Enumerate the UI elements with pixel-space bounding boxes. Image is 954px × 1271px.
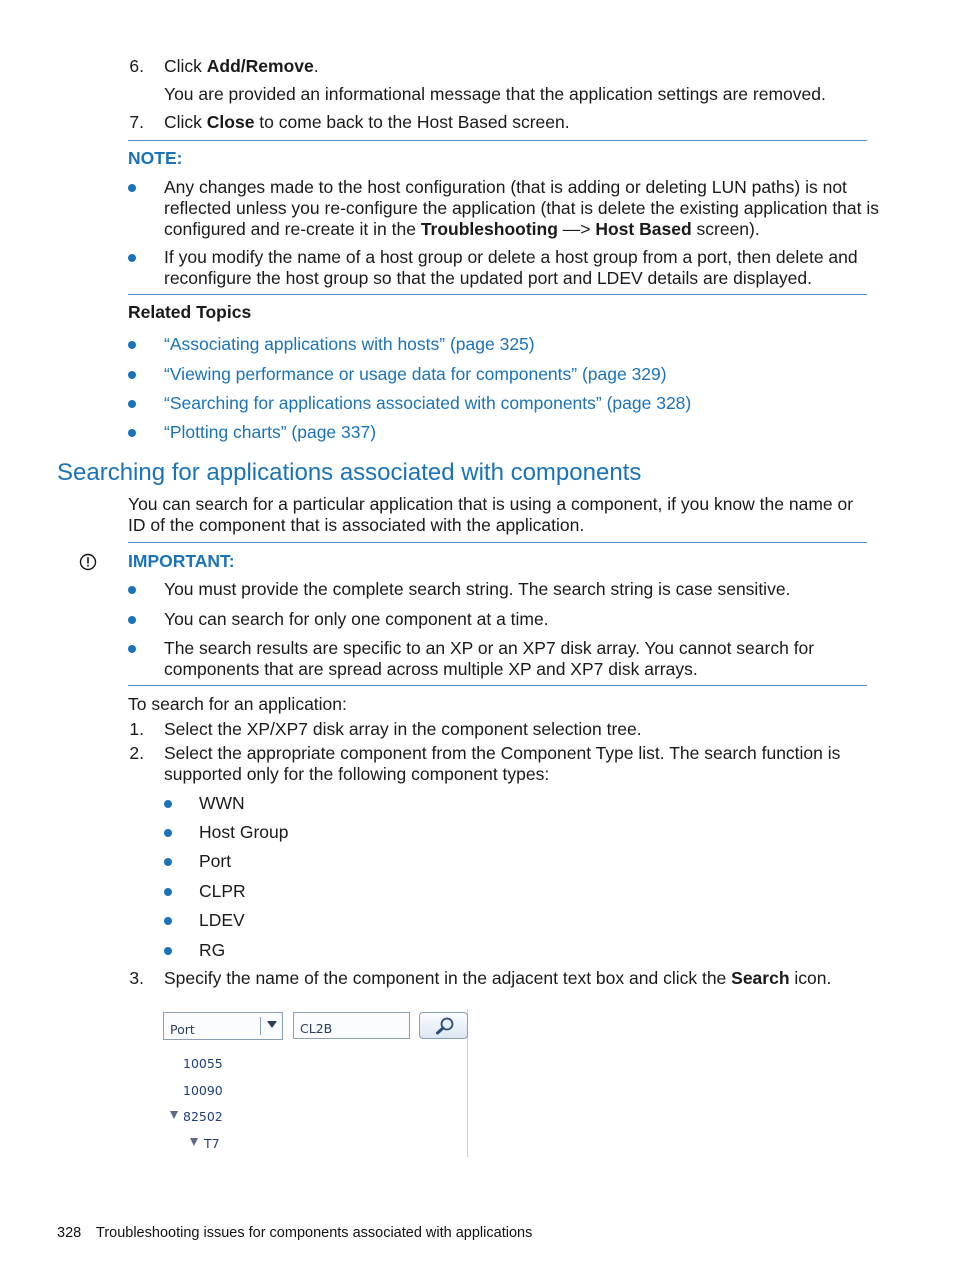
- tree-node[interactable]: 10055: [183, 1056, 223, 1071]
- component-search-screenshot: [160, 1005, 472, 1157]
- component-type-item: LDEV: [199, 910, 245, 930]
- note-item-1-line-1: Any changes made to the host configuration (that is adding or deleting LUN paths) is not: [164, 177, 847, 197]
- bullet-icon: [128, 184, 136, 192]
- component-name-input[interactable]: [293, 1012, 410, 1039]
- related-topics-heading: Related Topics: [128, 302, 252, 322]
- bullet-icon: [128, 341, 136, 349]
- important-item-3-line-2: components that are spread across multiple XP and XP7 disk arrays.: [164, 659, 698, 679]
- procedure-step-1: Select the XP/XP7 disk array in the component selection tree.: [164, 719, 642, 739]
- close-label: Close: [206, 112, 255, 132]
- bullet-icon: [128, 371, 136, 379]
- step-7: Click Close to come back to the Host Based screen.: [164, 112, 570, 132]
- related-link-4[interactable]: “Plotting charts” (page 337): [164, 422, 377, 442]
- expand-arrow-icon[interactable]: [170, 1111, 178, 1119]
- note-item-2-line-2: reconfigure the host group so that the updated port and LDEV details are displayed.: [164, 268, 812, 288]
- note-item-1-line-2: reflected unless you re-configure the application (that is delete the existing application that is: [164, 198, 880, 218]
- component-type-dropdown[interactable]: [163, 1012, 283, 1040]
- tree-node[interactable]: 82502: [183, 1109, 223, 1124]
- bullet-icon: [128, 400, 136, 408]
- search-button[interactable]: [419, 1012, 468, 1039]
- step-number: 6.: [129, 56, 144, 76]
- bullet-icon: [164, 800, 172, 808]
- section-intro-line-2: ID of the component that is associated with the application.: [128, 515, 585, 535]
- bullet-icon: [164, 829, 172, 837]
- dropdown-separator: [260, 1017, 261, 1035]
- divider: [128, 140, 867, 141]
- add-remove-label: Add/Remove: [206, 56, 314, 76]
- page-number: 328: [57, 1225, 82, 1241]
- bullet-icon: [164, 917, 172, 925]
- bullet-icon: [164, 858, 172, 866]
- component-type-item: Port: [199, 851, 232, 871]
- bullet-icon: [128, 254, 136, 262]
- tree-node[interactable]: 10090: [183, 1083, 223, 1098]
- step-number: 1.: [129, 719, 144, 739]
- related-link-1[interactable]: “Associating applications with hosts” (page 325): [164, 334, 535, 354]
- important-icon: [79, 553, 97, 571]
- divider: [128, 542, 867, 543]
- bullet-icon: [128, 645, 136, 653]
- important-item-2: You can search for only one component at a time.: [164, 609, 549, 629]
- note-label: NOTE:: [128, 148, 183, 168]
- procedure-step-2-line-1: Select the appropriate component from the Component Type list. The search function is: [164, 743, 841, 763]
- step-number: 7.: [129, 112, 144, 132]
- search-label: Search: [731, 968, 790, 988]
- expand-arrow-icon[interactable]: [190, 1138, 198, 1146]
- step-6-result: You are provided an informational message that the application settings are removed.: [164, 84, 826, 104]
- bullet-icon: [164, 947, 172, 955]
- step-number: 2.: [129, 743, 144, 763]
- search-icon: [434, 1016, 456, 1036]
- important-label: IMPORTANT:: [128, 551, 235, 571]
- component-type-item: CLPR: [199, 881, 246, 901]
- tree-node[interactable]: T7: [204, 1136, 220, 1151]
- component-type-item: RG: [199, 940, 226, 960]
- note-item-1-line-3: configured and re-create it in the Troubleshooting —> Host Based screen).: [164, 219, 760, 239]
- component-type-item: Host Group: [199, 822, 289, 842]
- component-name-value: CL2B: [300, 1021, 333, 1036]
- related-link-2[interactable]: “Viewing performance or usage data for components” (page 329): [164, 364, 667, 384]
- bullet-icon: [164, 888, 172, 896]
- important-item-1: You must provide the complete search string. The search string is case sensitive.: [164, 579, 791, 599]
- component-type-value: Port: [170, 1022, 195, 1037]
- divider: [128, 685, 867, 686]
- step-6: Click Add/Remove.: [164, 56, 319, 76]
- component-type-item: WWN: [199, 793, 245, 813]
- note-item-2-line-1: If you modify the name of a host group or delete a host group from a port, then delete and: [164, 247, 858, 267]
- footer-text: Troubleshooting issues for components associated with applications: [96, 1225, 533, 1241]
- bullet-icon: [128, 429, 136, 437]
- procedure-step-3: Specify the name of the component in the adjacent text box and click the Search icon.: [164, 968, 832, 988]
- divider: [128, 294, 867, 295]
- section-intro-line-1: You can search for a particular application that is using a component, if you know the name or: [128, 494, 854, 514]
- related-link-3[interactable]: “Searching for applications associated with components” (page 328): [164, 393, 692, 413]
- step-number: 3.: [129, 968, 144, 988]
- important-item-3-line-1: The search results are specific to an XP or an XP7 disk array. You cannot search for: [164, 638, 815, 658]
- bullet-icon: [128, 616, 136, 624]
- section-title: Searching for applications associated with components: [57, 459, 642, 486]
- procedure-step-2-line-2: supported only for the following component types:: [164, 764, 550, 784]
- bullet-icon: [128, 586, 136, 594]
- chevron-down-icon[interactable]: [267, 1021, 277, 1028]
- procedure-lead: To search for an application:: [128, 694, 347, 714]
